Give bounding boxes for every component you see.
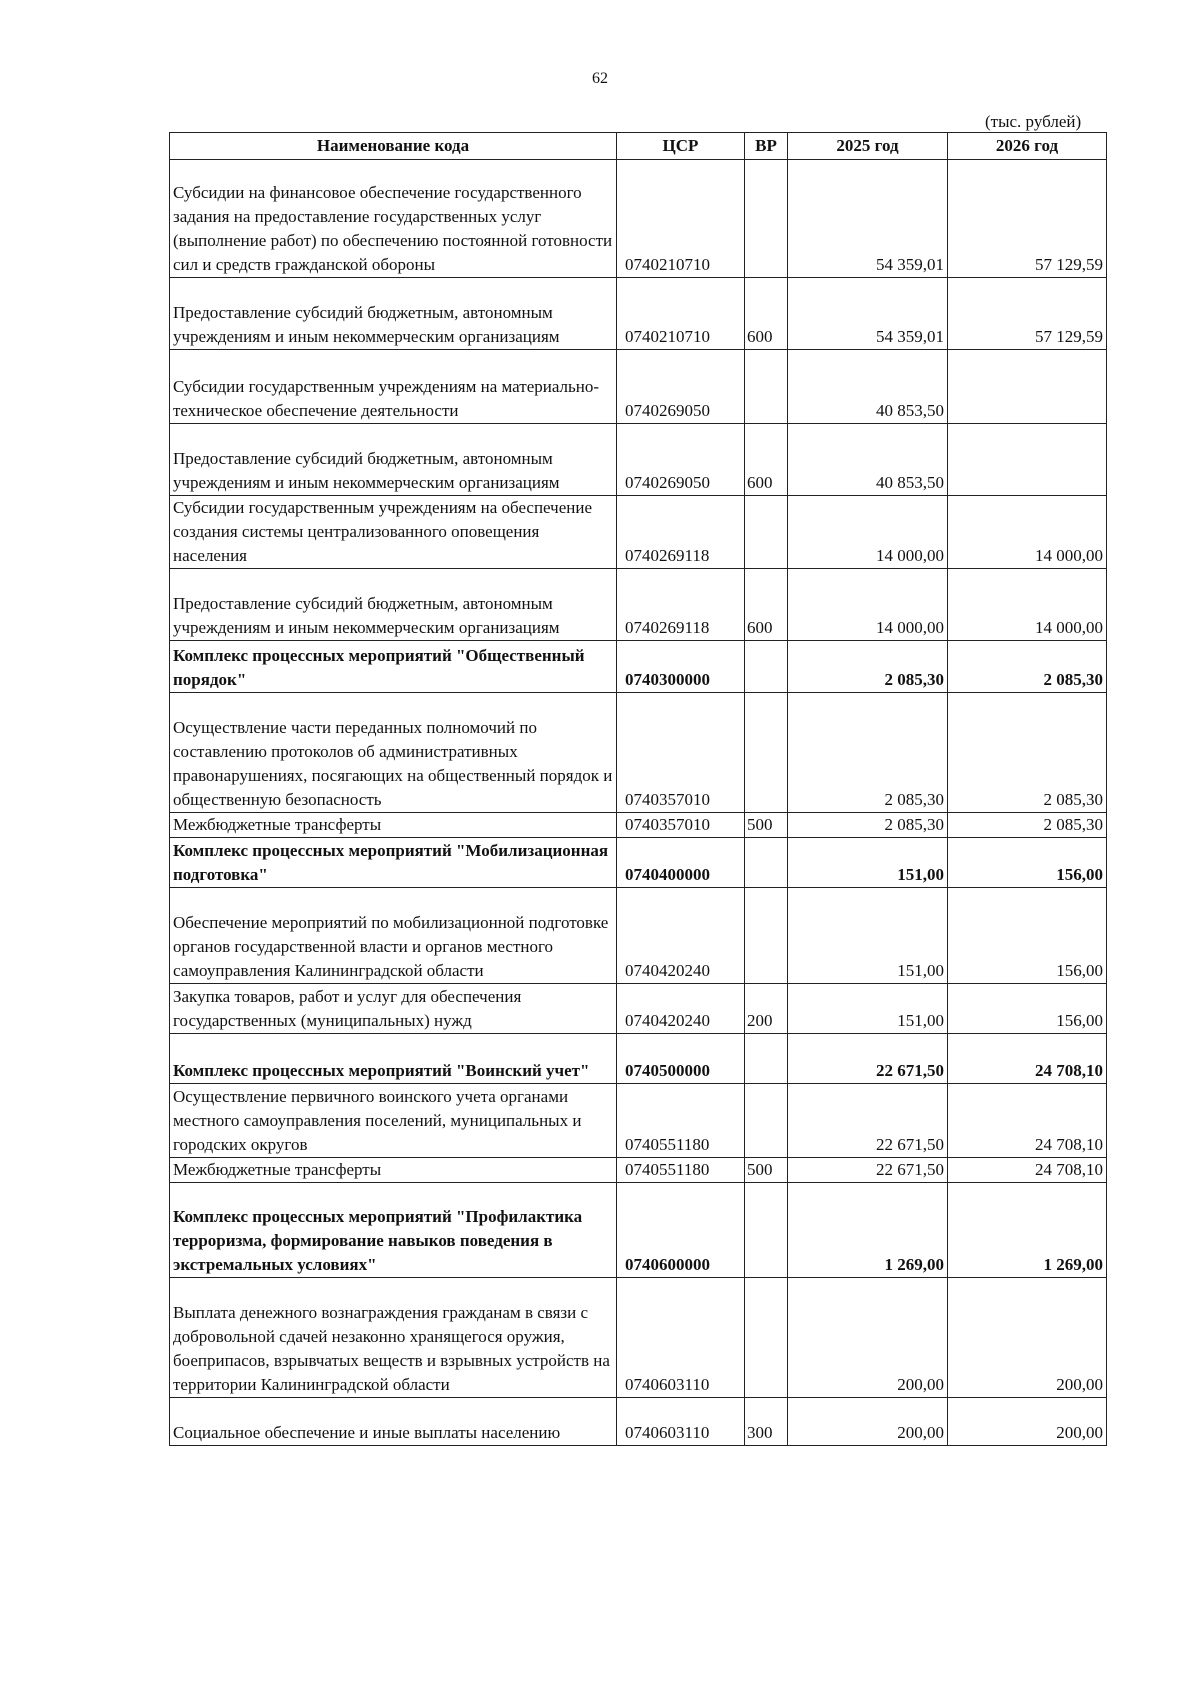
table-row xyxy=(170,813,1107,838)
row-vr xyxy=(745,838,788,888)
row-vr xyxy=(745,1034,788,1084)
table-row xyxy=(170,278,1107,350)
row-csr: 0740603110 xyxy=(617,1398,745,1446)
units-label: (тыс. рублей) xyxy=(985,112,1082,131)
table-row xyxy=(170,641,1107,693)
table-row xyxy=(170,1183,1107,1278)
row-value-2025: 22 671,50 xyxy=(788,1034,948,1084)
row-value-2026: 1 269,00 xyxy=(948,1183,1107,1278)
row-value-2025: 22 671,50 xyxy=(788,1158,948,1183)
row-csr: 0740420240 xyxy=(617,888,745,984)
header-vr: ВР xyxy=(745,133,788,160)
row-value-2025: 151,00 xyxy=(788,984,948,1034)
row-name: Осуществление первичного воинского учета органами местного самоуправления поселений, муниципальных и городских округов xyxy=(170,1084,617,1158)
header-2026: 2026 год xyxy=(948,133,1107,160)
row-value-2025: 40 853,50 xyxy=(788,350,948,424)
row-value-2026: 200,00 xyxy=(948,1278,1107,1398)
table-row xyxy=(170,838,1107,888)
table-row xyxy=(170,160,1107,278)
row-name: Предоставление субсидий бюджетным, автономным учреждениям и иным некоммерческим организациям xyxy=(170,424,617,496)
row-csr: 0740269118 xyxy=(617,569,745,641)
row-name: Закупка товаров, работ и услуг для обеспечения государственных (муниципальных) нужд xyxy=(170,984,617,1034)
row-value-2025: 200,00 xyxy=(788,1398,948,1446)
row-vr xyxy=(745,888,788,984)
table-row xyxy=(170,1398,1107,1446)
row-name: Комплекс процессных мероприятий "Профилактика терроризма, формирование навыков поведения в экстремальных условиях" xyxy=(170,1183,617,1278)
table-row xyxy=(170,1278,1107,1398)
table-row xyxy=(170,693,1107,813)
table-row xyxy=(170,1034,1107,1084)
table-row xyxy=(170,888,1107,984)
row-value-2026: 2 085,30 xyxy=(948,641,1107,693)
table-header-row xyxy=(170,133,1107,160)
row-name: Обеспечение мероприятий по мобилизационной подготовке органов государственной власти и органов местного самоуправления Калининградской области xyxy=(170,888,617,984)
row-value-2026: 57 129,59 xyxy=(948,278,1107,350)
table-row xyxy=(170,350,1107,424)
row-csr: 0740300000 xyxy=(617,641,745,693)
table-row xyxy=(170,424,1107,496)
row-name: Комплекс процессных мероприятий "Мобилизационная подготовка" xyxy=(170,838,617,888)
row-value-2025: 54 359,01 xyxy=(788,160,948,278)
row-csr: 0740269050 xyxy=(617,424,745,496)
row-name: Социальное обеспечение и иные выплаты населению xyxy=(170,1398,617,1446)
row-name: Субсидии государственным учреждениям на обеспечение создания системы централизованного оповещения населения xyxy=(170,496,617,569)
row-value-2026: 24 708,10 xyxy=(948,1034,1107,1084)
row-value-2026: 156,00 xyxy=(948,888,1107,984)
row-csr: 0740210710 xyxy=(617,160,745,278)
row-vr xyxy=(745,1183,788,1278)
row-value-2025: 2 085,30 xyxy=(788,813,948,838)
table-row xyxy=(170,496,1107,569)
row-csr: 0740210710 xyxy=(617,278,745,350)
row-name: Межбюджетные трансферты xyxy=(170,1158,617,1183)
row-vr xyxy=(745,693,788,813)
row-csr: 0740420240 xyxy=(617,984,745,1034)
row-name: Осуществление части переданных полномочий по составлению протоколов об административных правонарушениях, посягающих на общественный порядок и общественную безопасность xyxy=(170,693,617,813)
row-vr: 500 xyxy=(745,813,788,838)
row-name: Субсидии государственным учреждениям на материально-техническое обеспечение деятельности xyxy=(170,350,617,424)
table-row xyxy=(170,1084,1107,1158)
row-value-2026: 14 000,00 xyxy=(948,569,1107,641)
row-value-2026: 24 708,10 xyxy=(948,1158,1107,1183)
row-value-2026: 200,00 xyxy=(948,1398,1107,1446)
row-csr: 0740269118 xyxy=(617,496,745,569)
row-name: Межбюджетные трансферты xyxy=(170,813,617,838)
row-csr: 0740551180 xyxy=(617,1158,745,1183)
row-vr xyxy=(745,496,788,569)
row-value-2025: 40 853,50 xyxy=(788,424,948,496)
row-value-2025: 2 085,30 xyxy=(788,693,948,813)
header-name: Наименование кода xyxy=(170,133,617,160)
row-vr xyxy=(745,160,788,278)
row-value-2026 xyxy=(948,350,1107,424)
row-value-2025: 151,00 xyxy=(788,838,948,888)
table-row xyxy=(170,569,1107,641)
row-csr: 0740357010 xyxy=(617,813,745,838)
header-2025: 2025 год xyxy=(788,133,948,160)
row-name: Выплата денежного вознаграждения гражданам в связи с добровольной сдачей незаконно хранящегося оружия, боеприпасов, взрывчатых веществ и взрывных устройств на территории Калининградской области xyxy=(170,1278,617,1398)
row-vr: 600 xyxy=(745,569,788,641)
row-value-2026: 156,00 xyxy=(948,838,1107,888)
row-name: Предоставление субсидий бюджетным, автономным учреждениям и иным некоммерческим организациям xyxy=(170,278,617,350)
table-row xyxy=(170,984,1107,1034)
budget-table-container xyxy=(169,132,1106,1446)
row-value-2026: 57 129,59 xyxy=(948,160,1107,278)
table-row xyxy=(170,1158,1107,1183)
row-value-2026: 14 000,00 xyxy=(948,496,1107,569)
table-body xyxy=(170,160,1107,1446)
row-value-2026: 2 085,30 xyxy=(948,813,1107,838)
row-vr: 600 xyxy=(745,278,788,350)
row-vr: 200 xyxy=(745,984,788,1034)
row-name: Субсидии на финансовое обеспечение государственного задания на предоставление государственных услуг (выполнение работ) по обеспечению постоянной готовности сил и средств гражданской обороны xyxy=(170,160,617,278)
row-csr: 0740600000 xyxy=(617,1183,745,1278)
row-csr: 0740603110 xyxy=(617,1278,745,1398)
row-name: Комплекс процессных мероприятий "Общественный порядок" xyxy=(170,641,617,693)
row-value-2025: 2 085,30 xyxy=(788,641,948,693)
row-value-2025: 14 000,00 xyxy=(788,496,948,569)
row-vr xyxy=(745,1084,788,1158)
row-vr: 500 xyxy=(745,1158,788,1183)
row-value-2026: 24 708,10 xyxy=(948,1084,1107,1158)
row-csr: 0740500000 xyxy=(617,1034,745,1084)
row-value-2025: 14 000,00 xyxy=(788,569,948,641)
row-vr xyxy=(745,1278,788,1398)
row-vr: 600 xyxy=(745,424,788,496)
row-vr xyxy=(745,350,788,424)
row-csr: 0740400000 xyxy=(617,838,745,888)
row-csr: 0740551180 xyxy=(617,1084,745,1158)
row-vr xyxy=(745,641,788,693)
row-value-2026: 156,00 xyxy=(948,984,1107,1034)
row-value-2026 xyxy=(948,424,1107,496)
row-value-2025: 200,00 xyxy=(788,1278,948,1398)
row-value-2025: 1 269,00 xyxy=(788,1183,948,1278)
row-name: Комплекс процессных мероприятий "Воинский учет" xyxy=(170,1034,617,1084)
row-csr: 0740357010 xyxy=(617,693,745,813)
row-csr: 0740269050 xyxy=(617,350,745,424)
budget-table xyxy=(169,132,1107,1446)
row-value-2026: 2 085,30 xyxy=(948,693,1107,813)
row-name: Предоставление субсидий бюджетным, автономным учреждениям и иным некоммерческим организациям xyxy=(170,569,617,641)
row-value-2025: 22 671,50 xyxy=(788,1084,948,1158)
row-value-2025: 54 359,01 xyxy=(788,278,948,350)
page-number: 62 xyxy=(592,70,608,87)
header-csr: ЦСР xyxy=(617,133,745,160)
row-vr: 300 xyxy=(745,1398,788,1446)
row-value-2025: 151,00 xyxy=(788,888,948,984)
